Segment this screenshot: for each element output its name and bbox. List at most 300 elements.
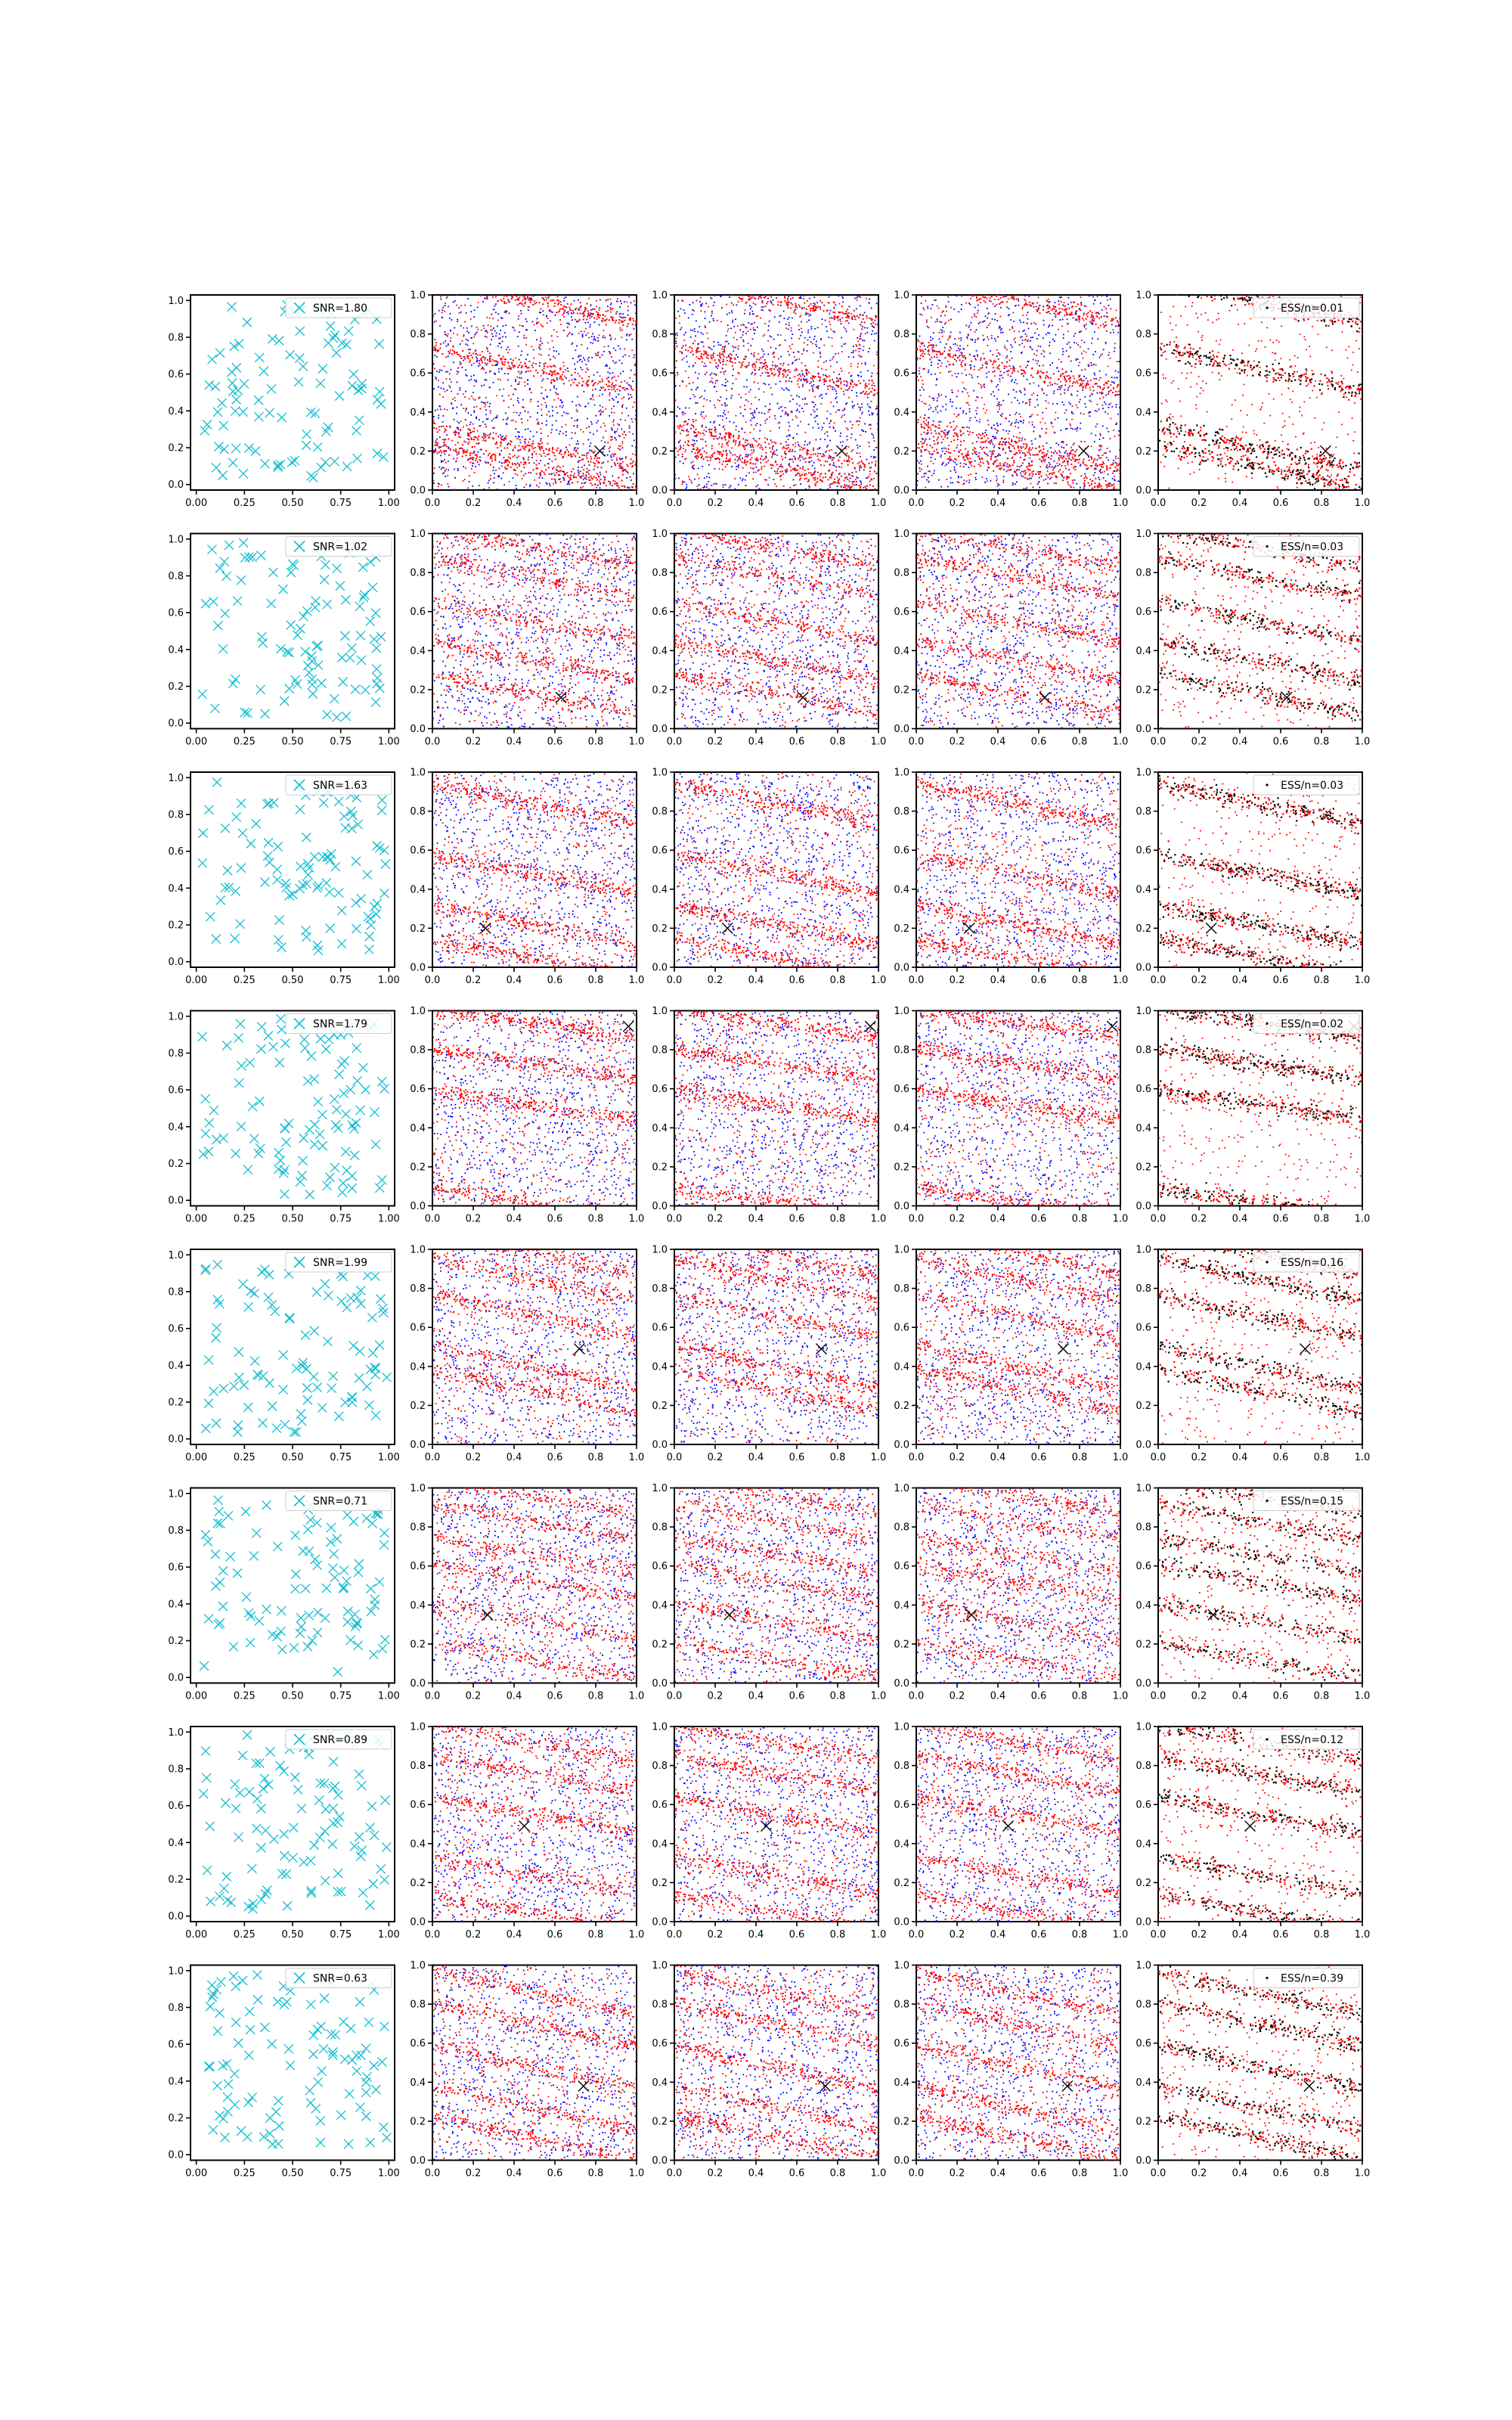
posterior-point-b — [516, 438, 518, 439]
posterior-point-b — [717, 365, 719, 366]
posterior-point-b — [538, 443, 540, 445]
posterior-point-b — [500, 292, 501, 293]
posterior-point-b — [776, 455, 778, 456]
posterior-point-a — [682, 481, 683, 482]
posterior-point-a — [1083, 380, 1085, 381]
posterior-point-b — [805, 473, 807, 475]
posterior-point-a — [826, 326, 827, 327]
posterior-point-b — [555, 458, 556, 460]
posterior-point-a — [860, 324, 861, 325]
posterior-point-b — [823, 345, 825, 346]
posterior-point-a — [580, 367, 581, 368]
posterior-point-b — [621, 387, 623, 389]
posterior-point-b — [485, 292, 486, 293]
posterior-point-a — [550, 485, 551, 486]
posterior-point-b — [622, 474, 624, 476]
posterior-point-b — [675, 478, 677, 479]
sample-point — [287, 458, 296, 467]
posterior-point-b — [801, 474, 803, 476]
posterior-point-a — [1053, 461, 1055, 462]
posterior-point-b — [516, 304, 518, 306]
posterior-point-a — [802, 467, 804, 468]
posterior-point-a — [750, 308, 751, 309]
posterior-point-b — [869, 484, 871, 486]
posterior-point-b — [745, 464, 747, 466]
posterior-point-a — [863, 380, 865, 381]
posterior-point-a — [801, 321, 802, 323]
posterior-point-b — [739, 296, 740, 298]
posterior-point-b — [486, 296, 488, 298]
posterior-point-b — [712, 435, 714, 436]
posterior-point-b — [854, 310, 855, 312]
sample-point — [344, 327, 353, 336]
posterior-point-a — [1108, 355, 1109, 356]
posterior-point-b — [586, 471, 587, 473]
posterior-point-a — [694, 440, 696, 442]
posterior-point-b — [614, 437, 615, 439]
posterior-point-b — [756, 315, 758, 317]
posterior-point-a — [542, 477, 544, 479]
posterior-point-b — [739, 458, 740, 459]
posterior-point-a — [527, 380, 528, 381]
posterior-point-a — [808, 330, 810, 331]
posterior-point-a — [633, 473, 634, 474]
posterior-point-a — [585, 474, 587, 476]
posterior-point-b — [615, 380, 617, 381]
posterior-point-a — [948, 462, 950, 464]
posterior-point-a — [485, 424, 486, 425]
posterior-point-b — [872, 322, 874, 324]
posterior-point-a — [729, 421, 730, 423]
posterior-point-b — [473, 439, 475, 440]
posterior-point-b — [560, 324, 562, 325]
posterior-point-b — [584, 331, 585, 333]
posterior-point-b — [535, 363, 537, 365]
posterior-point-a — [562, 415, 563, 417]
posterior-point-a — [1095, 435, 1096, 436]
posterior-point-a — [1027, 340, 1028, 342]
posterior-point-b — [730, 433, 731, 434]
posterior-point-b — [621, 479, 622, 481]
posterior-point-b — [584, 315, 585, 316]
posterior-point-b — [795, 303, 796, 305]
posterior-point-b — [709, 381, 711, 383]
posterior-point-b — [501, 439, 503, 441]
posterior-point-b — [457, 290, 459, 291]
posterior-point-b — [700, 355, 702, 357]
posterior-point-b — [476, 327, 478, 328]
posterior-point-b — [677, 292, 679, 293]
posterior-point-b — [845, 448, 847, 450]
posterior-point-a — [589, 464, 590, 466]
posterior-point-a — [596, 430, 598, 432]
posterior-point-a — [683, 309, 685, 311]
posterior-point-b — [607, 386, 609, 387]
posterior-point-b — [447, 483, 448, 485]
posterior-point-a — [629, 335, 631, 337]
posterior-point-b — [436, 281, 438, 283]
posterior-point-a — [626, 408, 627, 409]
posterior-point-b — [604, 425, 606, 427]
posterior-point-b — [799, 479, 801, 480]
posterior-point-b — [704, 486, 705, 487]
posterior-point-b — [550, 311, 552, 312]
posterior-point-b — [794, 356, 795, 358]
posterior-point-b — [798, 338, 800, 340]
posterior-point-b — [615, 322, 616, 324]
posterior-point-a — [447, 336, 448, 337]
y-tick-label: 0.6 — [410, 368, 426, 380]
posterior-point-b — [561, 454, 562, 455]
posterior-point-a — [577, 440, 578, 442]
posterior-point-b — [789, 449, 791, 451]
posterior-point-a — [724, 414, 726, 415]
posterior-point-b — [721, 290, 723, 291]
posterior-point-b — [534, 479, 535, 481]
posterior-point-b — [840, 321, 841, 322]
posterior-point-b — [468, 428, 469, 430]
posterior-point-b — [603, 482, 605, 484]
posterior-point-b — [851, 427, 853, 429]
posterior-point-b — [697, 448, 699, 450]
posterior-point-b — [591, 381, 593, 383]
posterior-point-a — [492, 336, 494, 337]
posterior-point-b — [721, 444, 723, 445]
posterior-point-a — [788, 296, 789, 297]
posterior-point-a — [872, 435, 874, 436]
posterior-point-b — [788, 413, 789, 414]
posterior-point-a — [865, 362, 866, 364]
posterior-point-b — [804, 432, 806, 433]
posterior-point-a — [490, 433, 491, 434]
posterior-point-a — [499, 389, 500, 390]
posterior-point-a — [469, 424, 471, 425]
posterior-point-b — [749, 312, 751, 314]
posterior-point-a — [714, 374, 715, 375]
posterior-point-a — [768, 384, 770, 386]
posterior-point-b — [723, 486, 724, 488]
posterior-point-b — [816, 455, 818, 457]
posterior-point-b — [547, 322, 548, 324]
posterior-point-b — [627, 471, 628, 473]
posterior-point-b — [807, 300, 808, 302]
posterior-point-a — [820, 306, 821, 308]
posterior-point-b — [464, 305, 466, 306]
posterior-point-b — [557, 296, 559, 298]
posterior-point-a — [491, 334, 493, 335]
posterior-point-a — [587, 418, 588, 420]
posterior-point-b — [615, 320, 617, 321]
posterior-point-b — [481, 360, 482, 361]
posterior-point-b — [549, 448, 550, 449]
posterior-point-b — [593, 399, 594, 401]
posterior-point-b — [697, 455, 699, 457]
posterior-point-b — [580, 405, 581, 407]
posterior-point-b — [706, 371, 708, 373]
posterior-point-b — [750, 408, 751, 410]
posterior-point-b — [797, 464, 798, 466]
posterior-point-b — [561, 377, 562, 378]
posterior-point-a — [762, 356, 764, 358]
posterior-point-a — [616, 460, 618, 461]
posterior-point-b — [748, 330, 749, 332]
posterior-point-a — [873, 456, 875, 458]
posterior-point-b — [528, 371, 529, 372]
posterior-point-a — [561, 427, 562, 428]
posterior-point-a — [717, 415, 719, 417]
posterior-point-b — [854, 318, 856, 320]
posterior-point-b — [775, 442, 776, 444]
posterior-point-b — [599, 317, 600, 318]
posterior-point-b — [533, 375, 534, 377]
posterior-point-b — [611, 309, 612, 310]
posterior-point-a — [702, 303, 703, 305]
sample-point — [239, 469, 248, 478]
posterior-point-b — [724, 284, 726, 286]
posterior-point-b — [683, 290, 684, 291]
posterior-point-b — [503, 290, 504, 292]
posterior-point-b — [583, 312, 584, 313]
posterior-point-b — [868, 476, 869, 477]
posterior-point-a — [813, 384, 814, 386]
posterior-point-b — [679, 282, 680, 284]
posterior-point-a — [622, 371, 624, 372]
posterior-point-b — [463, 327, 464, 329]
posterior-point-a — [791, 337, 792, 339]
posterior-point-b — [575, 319, 576, 321]
posterior-point-a — [847, 439, 848, 441]
posterior-point-b — [697, 474, 699, 476]
posterior-point-a — [990, 393, 992, 395]
x-tick-label: 1.0 — [629, 498, 645, 509]
posterior-point-a — [626, 339, 627, 340]
posterior-point-b — [441, 275, 442, 276]
posterior-point-a — [682, 359, 683, 361]
posterior-point-b — [583, 431, 584, 433]
posterior-point-b — [765, 296, 767, 297]
posterior-point-b — [452, 349, 454, 351]
posterior-point-a — [487, 351, 488, 352]
posterior-point-b — [745, 327, 746, 328]
posterior-point-a — [755, 424, 757, 426]
posterior-point-b — [859, 338, 860, 340]
posterior-point-b — [618, 435, 620, 436]
posterior-point-a — [536, 323, 538, 324]
posterior-point-b — [829, 485, 830, 486]
posterior-point-b — [700, 439, 702, 440]
posterior-point-b — [706, 356, 708, 358]
true-value-marker — [836, 445, 847, 456]
posterior-point-a — [679, 408, 680, 409]
posterior-point-b — [821, 429, 823, 430]
posterior-point-b — [615, 313, 617, 315]
posterior-point-a — [935, 384, 937, 386]
posterior-point-b — [871, 319, 872, 321]
posterior-point-b — [718, 359, 720, 361]
posterior-point-b — [864, 486, 866, 488]
posterior-point-b — [875, 324, 876, 325]
posterior-point-a — [435, 410, 436, 411]
posterior-point-a — [835, 430, 836, 432]
posterior-point-a — [575, 368, 576, 370]
posterior-point-b — [785, 470, 786, 471]
posterior-point-a — [775, 348, 776, 349]
posterior-point-b — [754, 439, 756, 441]
posterior-point-a — [770, 296, 772, 298]
posterior-point-a — [785, 441, 787, 442]
posterior-point-b — [554, 371, 556, 373]
posterior-point-b — [516, 467, 518, 469]
posterior-point-b — [553, 467, 554, 468]
posterior-point-a — [804, 441, 806, 442]
posterior-point-b — [477, 329, 479, 330]
posterior-point-a — [795, 313, 797, 315]
posterior-point-b — [693, 431, 695, 433]
posterior-point-b — [466, 450, 468, 451]
posterior-point-a — [454, 327, 455, 329]
posterior-point-a — [549, 483, 550, 485]
posterior-point-b — [740, 367, 742, 368]
posterior-point-b — [857, 363, 859, 365]
posterior-point-b — [835, 411, 837, 413]
posterior-point-a — [788, 422, 789, 424]
posterior-point-b — [551, 375, 553, 377]
posterior-point-b — [620, 327, 621, 329]
posterior-point-b — [473, 410, 475, 411]
posterior-point-a — [860, 408, 861, 409]
posterior-point-b — [609, 381, 610, 383]
posterior-point-a — [922, 368, 924, 370]
posterior-point-a — [727, 380, 729, 382]
posterior-point-b — [468, 290, 469, 292]
posterior-point-b — [860, 338, 862, 340]
posterior-point-a — [635, 411, 637, 412]
posterior-point-b — [457, 371, 458, 372]
posterior-point-b — [523, 467, 525, 468]
posterior-point-b — [820, 460, 821, 461]
posterior-point-a — [565, 447, 567, 448]
posterior-point-a — [612, 360, 614, 361]
posterior-point-b — [435, 442, 436, 444]
posterior-point-b — [497, 319, 499, 321]
posterior-point-b — [766, 479, 767, 481]
x-tick-label: 0.4 — [748, 498, 764, 509]
posterior-point-a — [522, 458, 524, 459]
posterior-point-b — [631, 458, 632, 460]
posterior-point-a — [505, 337, 507, 338]
posterior-point-a — [860, 409, 861, 411]
posterior-point-a — [751, 353, 752, 355]
posterior-point-a — [600, 474, 602, 476]
posterior-point-b — [826, 377, 828, 378]
posterior-point-b — [513, 449, 514, 451]
posterior-point-b — [581, 344, 582, 346]
posterior-point-b — [445, 430, 447, 431]
posterior-point-b — [551, 299, 553, 301]
posterior-point-a — [850, 421, 851, 423]
posterior-point-b — [460, 305, 462, 306]
posterior-point-b — [469, 439, 470, 440]
posterior-point-b — [790, 470, 792, 471]
posterior-point-a — [452, 408, 454, 409]
posterior-point-a — [872, 330, 873, 332]
posterior-point-b — [569, 324, 570, 325]
posterior-point-b — [854, 467, 856, 468]
posterior-point-a — [740, 413, 742, 414]
posterior-point-b — [724, 436, 726, 437]
posterior-point-b — [832, 427, 834, 428]
posterior-point-b — [510, 443, 511, 445]
posterior-point-a — [457, 319, 458, 321]
posterior-point-b — [725, 433, 727, 434]
posterior-point-b — [702, 439, 703, 440]
posterior-point-a — [714, 427, 716, 428]
posterior-point-b — [696, 356, 697, 358]
posterior-point-a — [467, 298, 469, 299]
posterior-point-b — [846, 427, 847, 429]
posterior-point-b — [572, 482, 573, 484]
posterior-point-a — [593, 336, 595, 337]
sample-point — [316, 379, 325, 388]
posterior-point-b — [732, 365, 733, 367]
posterior-point-a — [472, 486, 473, 487]
sample-point — [230, 342, 239, 351]
posterior-point-a — [603, 448, 605, 450]
posterior-point-b — [479, 442, 480, 444]
posterior-point-b — [528, 299, 529, 301]
posterior-point-a — [751, 413, 752, 414]
posterior-point-a — [597, 337, 599, 339]
posterior-point-a — [753, 438, 754, 439]
posterior-point-b — [522, 296, 524, 297]
posterior-point-b — [808, 305, 810, 306]
posterior-point-a — [1062, 354, 1064, 355]
posterior-point-b — [596, 306, 597, 307]
posterior-point-b — [541, 404, 543, 405]
posterior-point-a — [722, 484, 723, 486]
posterior-point-b — [593, 313, 594, 315]
posterior-point-a — [770, 439, 772, 441]
posterior-point-b — [470, 285, 472, 287]
posterior-point-b — [527, 367, 528, 368]
posterior-point-b — [744, 445, 745, 447]
posterior-point-b — [702, 361, 703, 363]
posterior-point-a — [495, 312, 497, 313]
posterior-point-a — [457, 321, 458, 322]
posterior-point-b — [698, 358, 699, 359]
posterior-point-b — [604, 479, 606, 481]
posterior-point-b — [601, 463, 603, 464]
posterior-point-a — [867, 404, 869, 405]
posterior-point-b — [850, 475, 852, 476]
posterior-point-a — [435, 339, 436, 340]
posterior-point-b — [559, 467, 561, 468]
posterior-point-b — [492, 318, 494, 319]
posterior-point-a — [803, 295, 804, 296]
posterior-point-b — [578, 320, 580, 321]
posterior-point-b — [813, 473, 815, 475]
posterior-point-a — [872, 413, 874, 414]
posterior-point-a — [812, 386, 813, 388]
posterior-point-b — [795, 305, 797, 306]
posterior-point-a — [827, 445, 829, 446]
posterior-point-b — [827, 411, 829, 412]
posterior-point-a — [627, 315, 629, 316]
posterior-point-a — [517, 431, 519, 433]
posterior-point-b — [600, 479, 601, 480]
posterior-point-a — [444, 444, 445, 445]
posterior-point-b — [487, 332, 488, 334]
